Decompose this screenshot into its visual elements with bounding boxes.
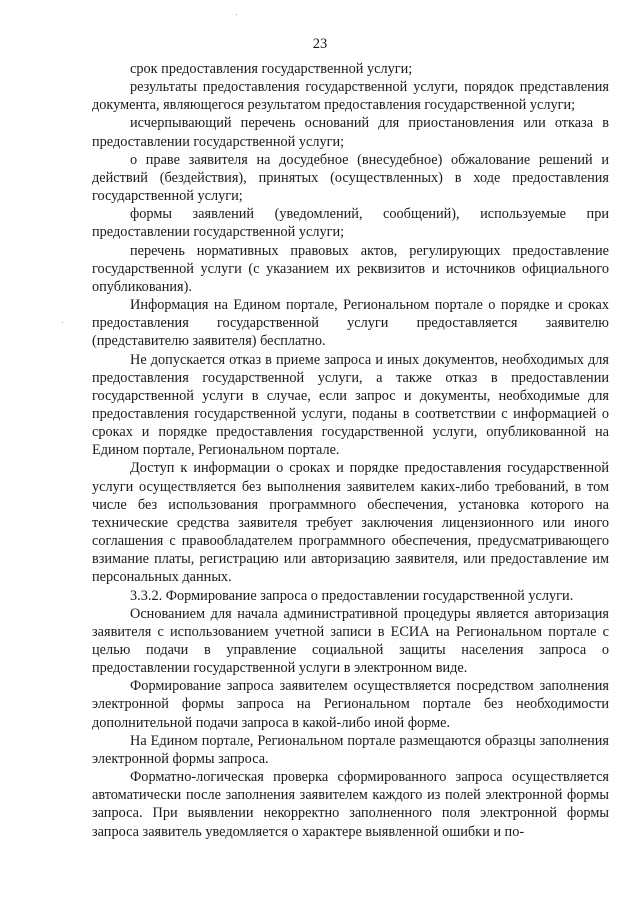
paragraph: результаты предоставления государственной услуги, порядок представления документа, являющегося результатом предоставления государственной услуги;	[92, 79, 609, 114]
paragraph: Формирование запроса заявителем осуществляется посредством заполнения электронной формы запроса на Региональном портале без необходимости дополнительной подачи запроса в какой-либо иной форме.	[92, 678, 609, 731]
paragraph: перечень нормативных правовых актов, регулирующих предоставление государственной услуги (с указанием их реквизитов и источников официального опубликования).	[92, 242, 609, 295]
paragraph: Информация на Едином портале, Региональном портале о порядке и сроках предоставления государственной услуги предоставляется заявителю (представителю заявителя) бесплатно.	[92, 297, 609, 350]
section-heading: 3.3.2. Формирование запроса о предоставлении государственной услуги.	[130, 587, 574, 604]
scan-speck	[236, 14, 237, 15]
paragraph: Не допускается отказ в приеме запроса и иных документов, необходимых для предоставления государственной услуги, а также отказ в предоставлении государственной услуги в случае, если запрос и документы, необходимые для предоставления государственной услуги, поданы в соответствии с информацией о сроках и порядке предоставления государственной услуги, опубликованной на Едином портале, Региональном портале.	[92, 351, 609, 459]
page-number: 23	[312, 36, 328, 52]
paragraph: Доступ к информации о сроках и порядке предоставления государственной услуги осуществляется без выполнения заявителем каких-либо требований, в том числе без использования программного обеспечения, установка которого на технические средства заявителя требует заключения лицензионного или иного соглашения с правообладателем программного обеспечения, предусматривающего взимание платы, регистрацию или авторизацию заявителя, или предоставление им персональных данных.	[92, 460, 609, 586]
document-body	[92, 60, 609, 841]
paragraph: формы заявлений (уведомлений, сообщений), используемые при предоставлении государственной услуги;	[92, 206, 609, 241]
paragraph: На Едином портале, Региональном портале размещаются образцы заполнения электронной формы запроса.	[92, 732, 609, 767]
paragraph: о праве заявителя на досудебное (внесудебное) обжалование решений и действий (бездействия), принятых (осуществленных) в ходе предоставления государственной услуги;	[92, 151, 609, 205]
paragraph: срок предоставления государственной услуги;	[130, 61, 413, 77]
paragraph: Основанием для начала административной процедуры является авторизация заявителя с использованием учетной записи в ЕСИА на Региональном портале с целью подачи в управление социальной защиты населения запроса о предоставлении государственной услуги в электронном виде.	[92, 605, 609, 677]
paragraph: исчерпывающий перечень оснований для приостановления или отказа в предоставлении государственной услуги;	[92, 115, 609, 150]
paragraph: Форматно-логическая проверка сформированного запроса осуществляется автоматически после заполнения заявителем каждого из полей электронной формы запроса. При выявлении некорректно заполненного поля электронной формы запроса заявитель уведомляется о характере выявленной ошибки и по-	[92, 769, 609, 840]
scan-speck	[62, 322, 63, 323]
